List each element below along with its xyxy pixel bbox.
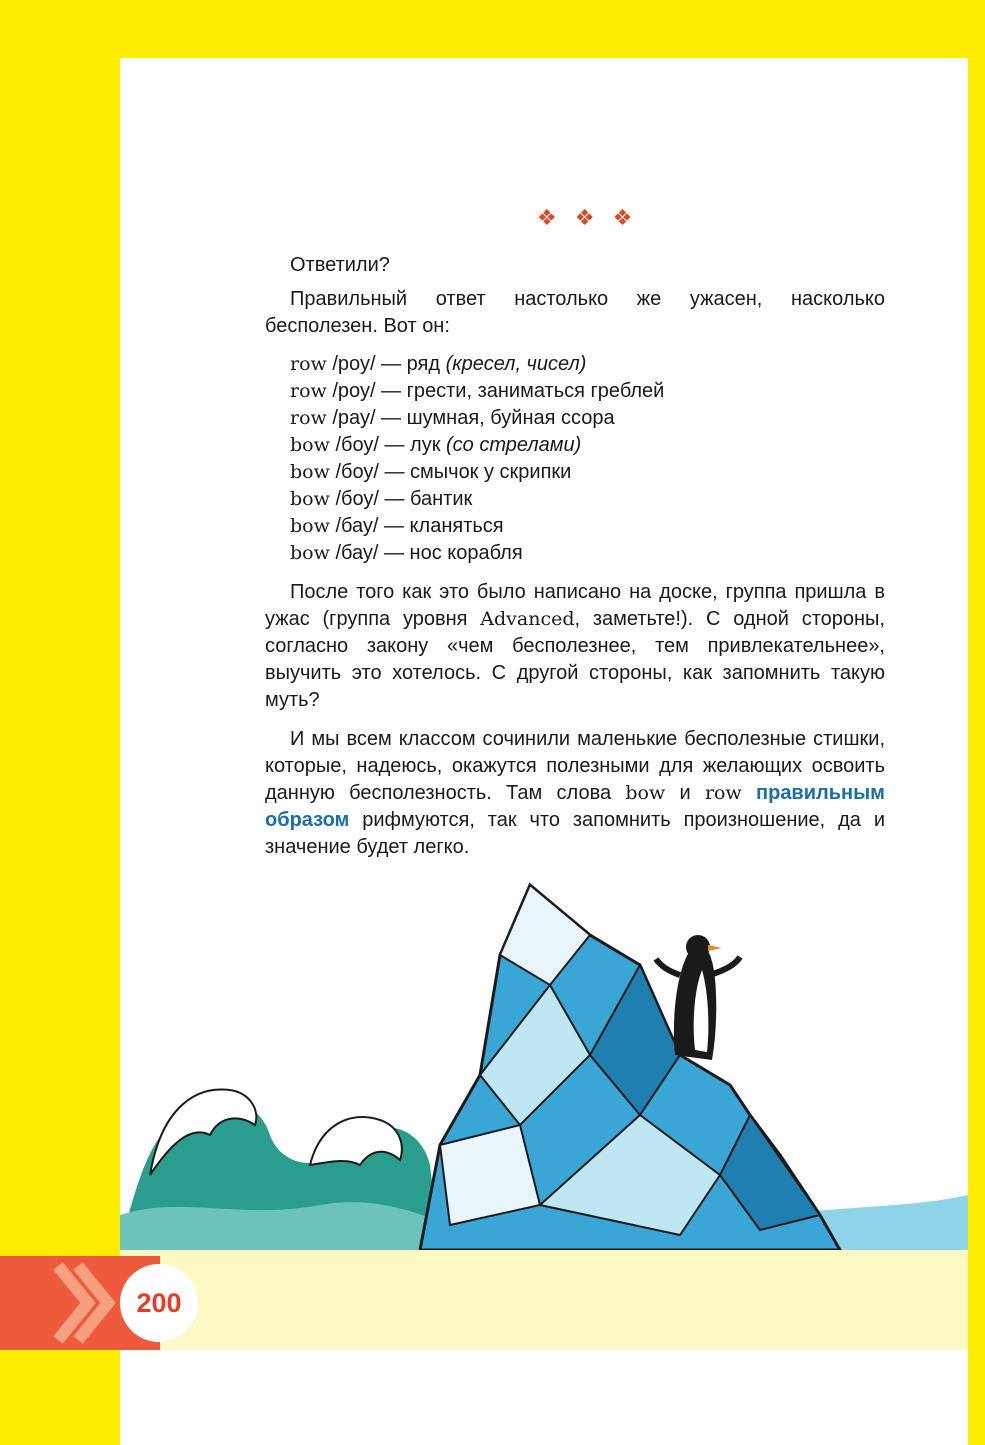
english-word: row [290, 353, 327, 375]
list-item [290, 540, 870, 567]
reaction-paragraph [265, 579, 885, 714]
section-ornament: ❖ ❖ ❖ [537, 205, 639, 230]
list-item [290, 378, 870, 405]
pronunciation: /рау/ — шумная, буйная ссора [332, 407, 615, 429]
pronunciation: /бау/ — нос корабля [335, 542, 523, 564]
poems-paragraph [265, 726, 885, 861]
english-term: Advanced [480, 608, 575, 630]
intro-paragraph: Ответили? [290, 254, 390, 276]
english-word: bow [290, 434, 330, 456]
word-list [290, 351, 870, 567]
penguin-beak [708, 945, 722, 951]
iceberg-penguin-illustration [120, 875, 968, 1250]
english-word: bow [290, 461, 330, 483]
penguin-flipper [710, 957, 740, 975]
list-item [290, 432, 870, 459]
list-item [290, 405, 870, 432]
list-item [290, 486, 870, 513]
english-term: bow [625, 782, 666, 804]
text-run: И мы всем классом сочинили маленькие бесполезные стишки, которые, надеюсь, окажутся полезными для желающих освоить данную бесполезность. Там слова [265, 728, 885, 804]
text-run: и [665, 782, 705, 804]
yellow-frame-left [0, 0, 120, 1445]
wave-shape [120, 1202, 450, 1250]
english-word: row [290, 407, 327, 429]
text-run: , заметьте!). С одной стороны, согласно закону «чем бесполезнее, тем привлекательнее», выучить это хотелось. С другой стороны, как запомнить такую муть? [265, 608, 885, 711]
pronunciation: /роу/ — грести, заниматься греблей [332, 380, 665, 402]
footer-band [120, 1250, 968, 1350]
yellow-frame-right [968, 0, 985, 1445]
english-word: bow [290, 542, 330, 564]
word-note: (кресел, чисел) [445, 353, 587, 375]
pronunciation: /боу/ — бантик [335, 488, 473, 510]
answer-paragraph: Правильный ответ настолько же ужасен, насколько бесполезен. Вот он: [265, 288, 885, 337]
list-item [290, 351, 870, 378]
page-number: 200 [136, 1288, 182, 1318]
yellow-frame-top [0, 0, 985, 58]
english-word: bow [290, 488, 330, 510]
pronunciation: /боу/ — смычок у скрипки [335, 461, 572, 483]
english-word: row [290, 380, 327, 402]
glossary-link[interactable]: правильным образом [265, 782, 885, 831]
pronunciation: /роу/ — ряд [332, 353, 441, 375]
word-note: (со стрелами) [446, 434, 582, 456]
text-run: После того как это было написано на доске, группа пришла в ужас (группа уровня [265, 581, 885, 630]
english-term: row [704, 782, 742, 804]
penguin-flipper [656, 959, 680, 975]
penguin-head [686, 935, 710, 959]
english-word: bow [290, 515, 330, 537]
list-item [290, 459, 870, 486]
pronunciation: /бау/ — кланяться [335, 515, 504, 537]
pronunciation: /боу/ — лук [335, 434, 441, 456]
text-run: рифмуются, так что запомнить произношение, да и значение будет легко. [265, 809, 885, 858]
list-item [290, 513, 870, 540]
